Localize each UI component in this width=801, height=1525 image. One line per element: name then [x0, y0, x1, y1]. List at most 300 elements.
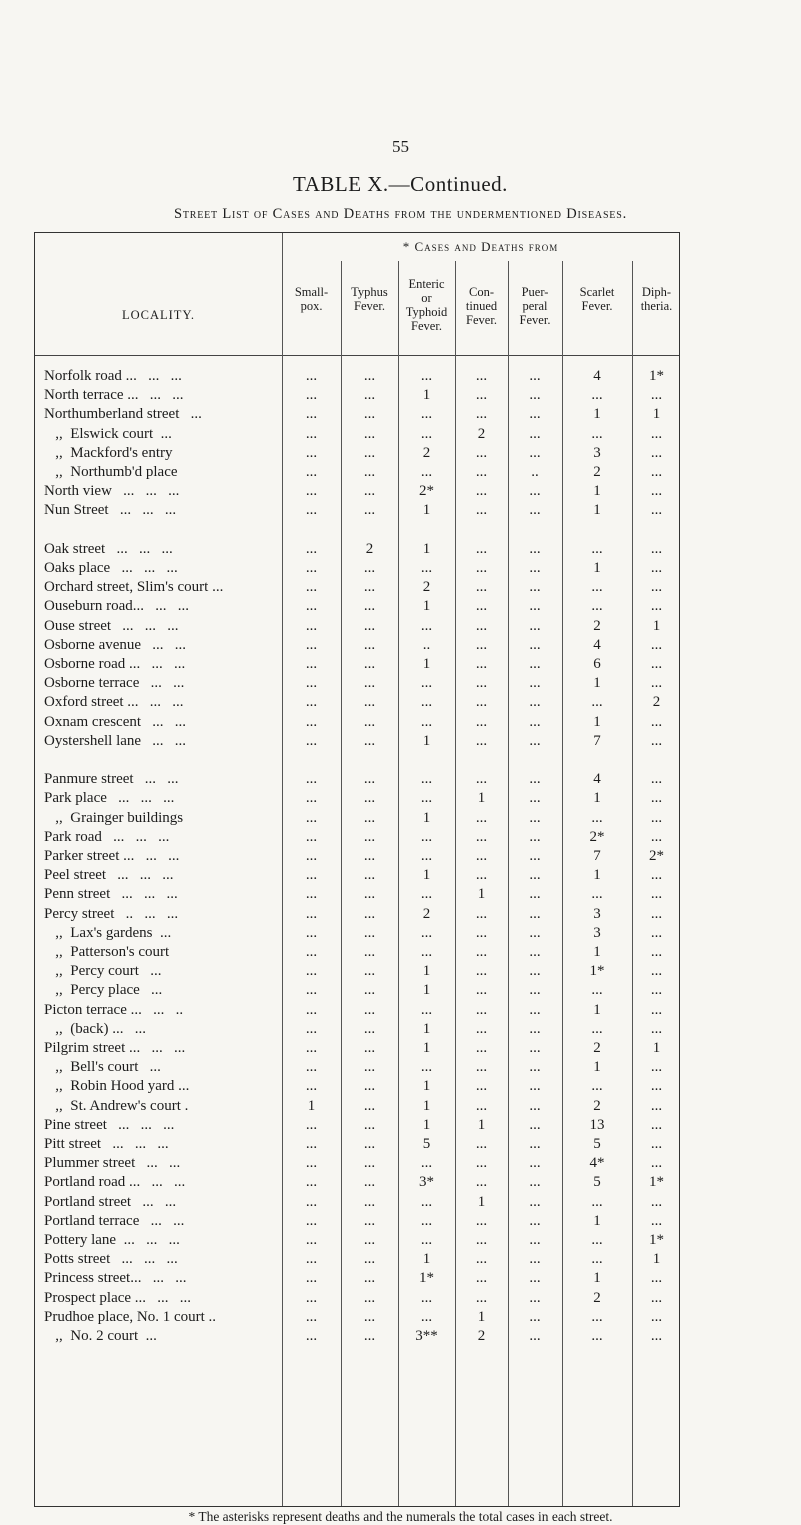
- cell-diphtheria: ...: [650, 982, 663, 999]
- cell-scarlet: 2: [593, 1097, 601, 1114]
- locality-cell: Oak street ... ... ...: [44, 540, 173, 557]
- locality-cell: ,, Elswick court ...: [44, 425, 172, 442]
- cell-puerperal: ...: [529, 1212, 541, 1229]
- cell-enteric: ...: [420, 694, 433, 711]
- cell-puerperal: ...: [529, 1251, 541, 1268]
- locality-cell: Nun Street ... ... ...: [44, 502, 177, 519]
- cell-smallpox: ...: [305, 809, 318, 826]
- locality-cell: Parker street ... ... ...: [44, 848, 180, 864]
- cell-enteric: ...: [420, 675, 433, 692]
- cell-puerperal: ...: [529, 502, 541, 519]
- cell-scarlet: ...: [591, 1308, 603, 1325]
- cell-scarlet: 2: [593, 464, 601, 480]
- cell-enteric: ...: [420, 771, 433, 788]
- cell-enteric: 1: [422, 1020, 431, 1037]
- cell-smallpox: ...: [305, 1059, 318, 1076]
- cell-puerperal: ...: [529, 732, 541, 749]
- cell-smallpox: ...: [305, 924, 318, 941]
- cell-smallpox: ...: [305, 579, 318, 596]
- cell-puerperal: ...: [529, 483, 541, 500]
- cell-enteric: ...: [420, 368, 433, 384]
- locality-cell: Orchard street, Slim's court ...: [44, 579, 224, 596]
- cell-typhus: ...: [363, 1097, 376, 1114]
- cell-scarlet: 1*: [589, 963, 605, 980]
- table-row: [35, 579, 679, 599]
- page-number: 55: [392, 137, 409, 156]
- cell-diphtheria: ...: [650, 771, 663, 788]
- cell-enteric: ...: [420, 924, 433, 941]
- cell-smallpox: ...: [305, 406, 318, 423]
- cell-enteric: ...: [420, 1308, 433, 1325]
- cell-continued: ...: [475, 694, 488, 711]
- locality-cell: Ouse street ... ... ...: [44, 617, 179, 634]
- cell-scarlet: 7: [593, 848, 601, 864]
- table-row: [35, 1309, 679, 1329]
- cell-enteric: ...: [420, 425, 433, 442]
- locality-cell: Prudhoe place, No. 1 court ..: [44, 1308, 217, 1325]
- table-row: [35, 675, 679, 695]
- cell-typhus: 2: [365, 540, 374, 557]
- cell-typhus: ...: [363, 1116, 376, 1133]
- locality-cell: North view ... ... ...: [44, 483, 180, 500]
- cell-smallpox: ...: [305, 694, 318, 711]
- table-row: [35, 886, 679, 906]
- table-row: [35, 848, 679, 868]
- locality-cell: Pilgrim street ... ... ...: [44, 1040, 186, 1056]
- cell-smallpox: ...: [305, 1308, 318, 1325]
- cell-scarlet: ...: [591, 886, 603, 903]
- table-subtitle: Street List of Cases and Deaths from the undermentioned Diseases.: [173, 206, 628, 222]
- table-row: [35, 1098, 679, 1118]
- cell-puerperal: ...: [529, 1059, 541, 1076]
- column-header-scarlet: Scarlet Fever.: [579, 285, 615, 313]
- cell-continued: ...: [475, 1289, 488, 1306]
- locality-cell: Oxnam crescent ... ...: [44, 713, 187, 730]
- cell-typhus: ...: [363, 790, 376, 807]
- cell-scarlet: 3: [593, 444, 601, 461]
- cell-continued: ...: [475, 502, 488, 519]
- cell-diphtheria: ...: [650, 675, 663, 692]
- cell-continued: ...: [475, 771, 488, 788]
- cell-smallpox: ...: [305, 560, 318, 576]
- cell-enteric: 1: [422, 963, 431, 980]
- cell-enteric: 1: [422, 502, 431, 519]
- table-row: [35, 1213, 679, 1233]
- cell-enteric: ...: [420, 886, 433, 903]
- cell-continued: ...: [475, 387, 488, 404]
- cell-smallpox: ...: [305, 982, 318, 999]
- cell-diphtheria: ...: [650, 464, 663, 480]
- cell-typhus: ...: [363, 656, 376, 672]
- cell-diphtheria: ...: [650, 886, 663, 903]
- cell-typhus: ...: [363, 598, 376, 615]
- cell-continued: ...: [475, 444, 488, 461]
- cell-scarlet: 2: [593, 1289, 601, 1306]
- cell-diphtheria: ...: [650, 636, 663, 653]
- cell-puerperal: ...: [529, 656, 541, 672]
- table-row: [35, 1194, 679, 1214]
- cell-scarlet: 5: [593, 1136, 601, 1152]
- cell-puerperal: ...: [529, 771, 541, 788]
- cell-typhus: ...: [363, 617, 376, 634]
- cell-smallpox: ...: [305, 1155, 318, 1172]
- cell-diphtheria: 1*: [649, 1174, 664, 1191]
- cell-puerperal: ...: [529, 1136, 541, 1152]
- cell-puerperal: ...: [529, 790, 541, 807]
- cell-enteric: 2: [422, 444, 431, 461]
- cell-puerperal: ...: [529, 1289, 541, 1306]
- cell-continued: ...: [475, 713, 488, 730]
- cell-diphtheria: ...: [650, 1136, 663, 1152]
- spacer-row: [35, 522, 679, 542]
- cell-puerperal: ...: [529, 924, 541, 941]
- cell-diphtheria: ...: [650, 1001, 663, 1018]
- locality-cell: ,, Grainger buildings: [44, 809, 184, 826]
- cell-enteric: ...: [420, 406, 433, 423]
- cell-puerperal: ...: [529, 1078, 541, 1095]
- cell-enteric: 2*: [419, 483, 434, 500]
- cell-typhus: ...: [363, 1174, 376, 1191]
- column-divider: [632, 261, 633, 1506]
- cell-continued: ...: [475, 617, 488, 634]
- cell-typhus: ...: [363, 1193, 376, 1210]
- locality-cell: Park place ... ... ...: [44, 790, 175, 807]
- locality-cell: Percy street .. ... ...: [44, 905, 179, 922]
- cell-puerperal: ...: [529, 579, 541, 596]
- cell-enteric: 1: [422, 387, 431, 404]
- table-title: TABLE X.—Continued.: [293, 172, 508, 196]
- cell-typhus: ...: [363, 368, 376, 384]
- cell-diphtheria: ...: [650, 1308, 663, 1325]
- cell-diphtheria: ...: [650, 1328, 663, 1344]
- locality-cell: ,, Bell's court ...: [44, 1059, 161, 1076]
- cell-scarlet: 1: [593, 944, 601, 960]
- cell-scarlet: 2*: [589, 828, 605, 845]
- cell-diphtheria: ...: [650, 425, 663, 442]
- cell-continued: ...: [475, 1136, 488, 1152]
- cell-puerperal: ...: [529, 963, 541, 980]
- cell-continued: ...: [475, 1097, 488, 1114]
- cell-typhus: ...: [363, 502, 376, 519]
- disease-table: [34, 232, 680, 1507]
- locality-cell: ,, Percy place ...: [44, 982, 163, 999]
- table-row: [35, 982, 679, 1002]
- cell-scarlet: 1: [593, 790, 601, 807]
- cell-smallpox: ...: [305, 1270, 318, 1287]
- cell-enteric: ...: [420, 560, 433, 576]
- cell-diphtheria: ...: [650, 598, 663, 615]
- cell-typhus: ...: [363, 1251, 376, 1268]
- cell-continued: ...: [475, 867, 488, 884]
- locality-cell: North terrace ... ... ...: [44, 387, 184, 404]
- cell-smallpox: ...: [305, 425, 318, 442]
- cell-smallpox: ...: [305, 771, 318, 788]
- cell-enteric: ...: [420, 1155, 433, 1172]
- cell-typhus: ...: [363, 905, 376, 922]
- cell-enteric: 1: [422, 1251, 431, 1268]
- cell-continued: 1: [477, 886, 486, 903]
- locality-cell: ,, Mackford's entry: [44, 444, 173, 461]
- cell-enteric: 1: [422, 732, 431, 749]
- cell-smallpox: ...: [305, 387, 318, 404]
- cell-diphtheria: 2: [652, 694, 661, 711]
- cell-smallpox: ...: [305, 1040, 318, 1056]
- cell-typhus: ...: [363, 1308, 376, 1325]
- cell-scarlet: ...: [591, 694, 603, 711]
- cell-scarlet: ...: [591, 1328, 603, 1344]
- cell-puerperal: ...: [529, 982, 541, 999]
- cell-puerperal: ...: [529, 1308, 541, 1325]
- cell-continued: ...: [475, 1059, 488, 1076]
- cell-diphtheria: ...: [650, 828, 663, 845]
- cell-typhus: ...: [363, 483, 376, 500]
- cell-continued: 2: [477, 425, 486, 442]
- cell-typhus: ...: [363, 886, 376, 903]
- cell-scarlet: 13: [589, 1116, 605, 1133]
- column-header-typhus: Typhus Fever.: [351, 285, 388, 313]
- cell-diphtheria: ...: [650, 1289, 663, 1306]
- cell-diphtheria: ...: [650, 1097, 663, 1114]
- cell-scarlet: 1: [593, 1270, 601, 1287]
- cell-continued: ...: [475, 675, 488, 692]
- cell-diphtheria: 1: [652, 1040, 661, 1056]
- cell-scarlet: 7: [593, 732, 601, 749]
- table-row: [35, 445, 679, 465]
- cell-puerperal: ...: [529, 1040, 541, 1056]
- cell-diphtheria: ...: [650, 1155, 663, 1172]
- cell-diphtheria: 1: [652, 617, 661, 634]
- table-row: [35, 1174, 679, 1194]
- cell-puerperal: ...: [529, 886, 541, 903]
- cell-smallpox: ...: [305, 828, 318, 845]
- cell-smallpox: ...: [305, 483, 318, 500]
- cell-scarlet: 4*: [589, 1155, 605, 1172]
- cell-scarlet: ...: [591, 540, 603, 557]
- cell-puerperal: ...: [529, 867, 541, 884]
- cell-puerperal: ...: [529, 675, 541, 692]
- table-row: [35, 502, 679, 522]
- locality-cell: Osborne terrace ... ...: [44, 675, 185, 692]
- cell-diphtheria: 1: [652, 406, 661, 423]
- cell-continued: ...: [475, 464, 488, 480]
- column-header-smallpox: Small- pox.: [294, 285, 329, 313]
- cell-continued: 1: [477, 1116, 486, 1133]
- cell-scarlet: 6: [593, 656, 601, 672]
- cell-enteric: ...: [420, 464, 433, 480]
- column-divider: [562, 261, 563, 1506]
- cell-scarlet: 1: [593, 713, 601, 730]
- cell-enteric: ...: [420, 828, 433, 845]
- cell-enteric: 1: [422, 1040, 431, 1056]
- cell-continued: ...: [475, 579, 488, 596]
- locality-cell: Northumberland street ...: [44, 406, 202, 423]
- cell-puerperal: ...: [529, 368, 541, 384]
- cell-puerperal: ...: [529, 905, 541, 922]
- table-row: [35, 714, 679, 734]
- locality-cell: Portland street ... ...: [44, 1193, 177, 1210]
- locality-cell: ,, Robin Hood yard ...: [44, 1078, 190, 1095]
- table-row: [35, 637, 679, 657]
- cell-diphtheria: ...: [650, 502, 663, 519]
- cell-typhus: ...: [363, 771, 376, 788]
- cell-typhus: ...: [363, 464, 376, 480]
- cell-continued: ...: [475, 848, 488, 864]
- cell-typhus: ...: [363, 406, 376, 423]
- locality-cell: Peel street ... ... ...: [44, 867, 174, 884]
- cell-continued: ...: [475, 809, 488, 826]
- cell-enteric: 3**: [415, 1328, 438, 1344]
- locality-cell: ,, Lax's gardens ...: [44, 924, 172, 941]
- cell-smallpox: ...: [305, 636, 318, 653]
- cell-diphtheria: ...: [650, 1059, 663, 1076]
- cell-continued: ...: [475, 560, 488, 576]
- cell-puerperal: ...: [529, 1270, 541, 1287]
- cell-enteric: ...: [420, 1289, 433, 1306]
- cell-smallpox: ...: [305, 1174, 318, 1191]
- cell-puerperal: ...: [529, 713, 541, 730]
- cell-smallpox: ...: [305, 502, 318, 519]
- cell-typhus: ...: [363, 732, 376, 749]
- cell-typhus: ...: [363, 1078, 376, 1095]
- cell-diphtheria: ...: [650, 483, 663, 500]
- cell-scarlet: 1: [593, 1001, 601, 1018]
- cell-continued: ...: [475, 828, 488, 845]
- table-row: [35, 1251, 679, 1271]
- cell-typhus: ...: [363, 1059, 376, 1076]
- table-row: [35, 1328, 679, 1348]
- cell-puerperal: ...: [529, 636, 541, 653]
- locality-header: LOCALITY.: [121, 308, 195, 322]
- locality-cell: ,, Percy court ...: [44, 963, 162, 980]
- column-divider: [341, 261, 342, 1506]
- cell-scarlet: ...: [591, 982, 603, 999]
- cell-scarlet: ...: [591, 1078, 603, 1095]
- cell-puerperal: ...: [529, 1232, 541, 1248]
- cell-smallpox: ...: [305, 656, 318, 672]
- locality-cell: Pine street ... ... ...: [44, 1116, 175, 1133]
- cell-enteric: ...: [420, 1232, 433, 1248]
- locality-cell: ,, No. 2 court ...: [44, 1328, 157, 1344]
- cell-smallpox: ...: [305, 1289, 318, 1306]
- cell-enteric: 1: [422, 656, 431, 672]
- locality-cell: Pitt street ... ... ...: [44, 1136, 169, 1152]
- cell-typhus: ...: [363, 1136, 376, 1152]
- cell-typhus: ...: [363, 963, 376, 980]
- cell-continued: ...: [475, 656, 488, 672]
- locality-cell: ,, St. Andrew's court .: [44, 1097, 189, 1114]
- cell-smallpox: ...: [305, 1193, 318, 1210]
- cell-enteric: 3*: [419, 1174, 434, 1191]
- column-header-diphtheria: Diph- theria.: [640, 285, 673, 313]
- cell-continued: ...: [475, 1174, 488, 1191]
- table-row: [35, 925, 679, 945]
- cell-typhus: ...: [363, 636, 376, 653]
- table-row: [35, 464, 679, 484]
- cell-scarlet: ...: [591, 387, 603, 404]
- cell-scarlet: 4: [593, 771, 601, 788]
- cell-typhus: ...: [363, 982, 376, 999]
- locality-cell: Osborne road ... ... ...: [44, 656, 186, 672]
- cell-continued: 2: [477, 1328, 486, 1344]
- table-row: [35, 656, 679, 676]
- cell-diphtheria: ...: [650, 1193, 663, 1210]
- cell-puerperal: ...: [529, 1328, 541, 1344]
- table-row: [35, 790, 679, 810]
- cell-puerperal: ...: [529, 1097, 541, 1114]
- cell-puerperal: ...: [529, 1155, 541, 1172]
- cell-enteric: ...: [420, 1193, 433, 1210]
- locality-cell: Picton terrace ... ... ..: [44, 1001, 184, 1018]
- cell-enteric: 2: [422, 905, 431, 922]
- cell-diphtheria: ...: [650, 560, 663, 576]
- cell-enteric: 2: [422, 579, 431, 596]
- cell-diphtheria: 2*: [649, 848, 664, 864]
- cell-scarlet: 5: [593, 1174, 601, 1191]
- locality-cell: Prospect place ... ... ...: [44, 1289, 192, 1306]
- table-row: [35, 1270, 679, 1290]
- cell-diphtheria: ...: [650, 713, 663, 730]
- cell-diphtheria: ...: [650, 963, 663, 980]
- cell-puerperal: ...: [529, 1193, 541, 1210]
- cell-scarlet: 1: [593, 406, 601, 423]
- cell-enteric: 5: [422, 1136, 431, 1152]
- table-row: [35, 560, 679, 580]
- cell-scarlet: ...: [591, 598, 603, 615]
- locality-cell: Potts street ... ... ...: [44, 1251, 178, 1268]
- cell-typhus: ...: [363, 713, 376, 730]
- cell-typhus: ...: [363, 809, 376, 826]
- cell-enteric: 1: [422, 598, 431, 615]
- cell-smallpox: ...: [305, 713, 318, 730]
- cell-scarlet: 1: [593, 867, 601, 884]
- cell-scarlet: 1: [593, 483, 601, 500]
- cell-scarlet: ...: [591, 1020, 603, 1037]
- cell-continued: 1: [477, 1193, 486, 1210]
- cell-continued: ...: [475, 1078, 488, 1095]
- locality-cell: Portland road ... ... ...: [44, 1174, 186, 1191]
- cell-smallpox: ...: [305, 598, 318, 615]
- cell-puerperal: ...: [529, 540, 541, 557]
- cell-smallpox: ...: [305, 1001, 318, 1018]
- cell-smallpox: ...: [305, 886, 318, 903]
- cell-scarlet: 4: [593, 368, 601, 384]
- cell-scarlet: 1: [593, 502, 601, 519]
- cell-enteric: 1: [422, 982, 431, 999]
- table-row: [35, 368, 679, 388]
- cell-puerperal: ...: [529, 809, 541, 826]
- table-row: [35, 1232, 679, 1252]
- cell-smallpox: ...: [305, 464, 318, 480]
- cell-smallpox: ...: [305, 905, 318, 922]
- column-header-puerperal: Puer- peral Fever.: [519, 285, 551, 327]
- cell-enteric: 1: [422, 1116, 431, 1133]
- cell-enteric: ...: [420, 790, 433, 807]
- cell-typhus: ...: [363, 1212, 376, 1229]
- cell-continued: ...: [475, 1001, 488, 1018]
- cell-diphtheria: ...: [650, 867, 663, 884]
- cell-smallpox: ...: [305, 1232, 318, 1248]
- cell-scarlet: ...: [591, 1251, 603, 1268]
- cell-puerperal: ...: [529, 444, 541, 461]
- cell-puerperal: ...: [529, 944, 541, 960]
- cell-continued: ...: [475, 1212, 488, 1229]
- cell-diphtheria: ...: [650, 924, 663, 941]
- cell-diphtheria: ...: [650, 1270, 663, 1287]
- cell-typhus: ...: [363, 924, 376, 941]
- cell-typhus: ...: [363, 1020, 376, 1037]
- cell-smallpox: ...: [305, 1251, 318, 1268]
- cell-smallpox: ...: [305, 1116, 318, 1133]
